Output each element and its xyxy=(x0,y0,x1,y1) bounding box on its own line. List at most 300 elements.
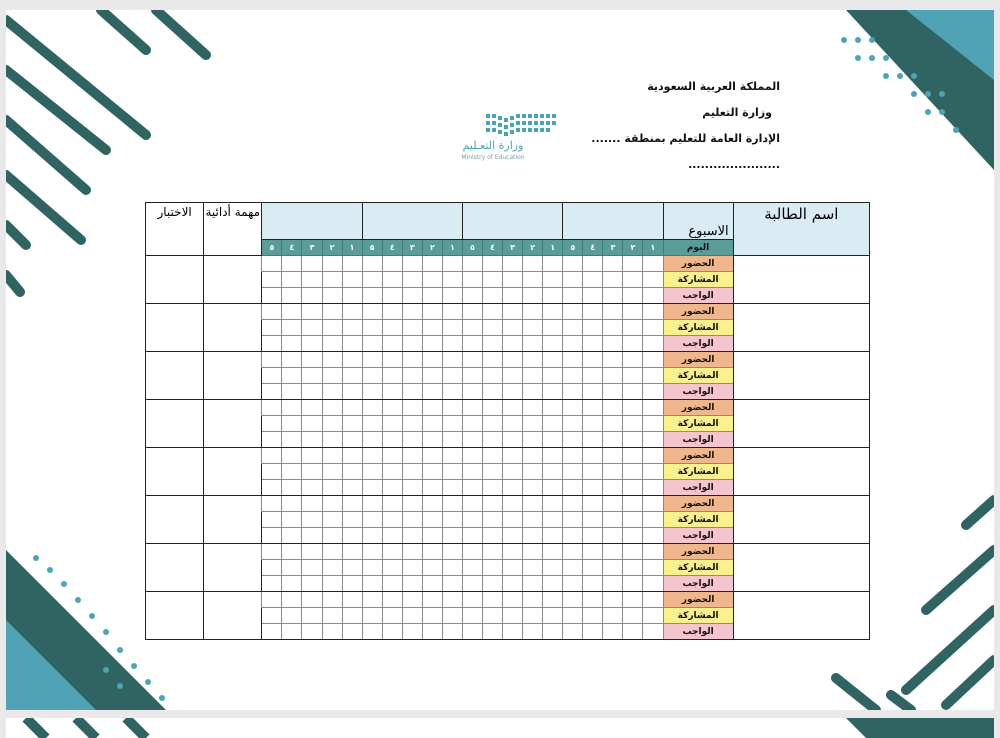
grid-cell[interactable] xyxy=(382,368,402,384)
grid-cell[interactable] xyxy=(583,432,603,448)
grid-cell[interactable] xyxy=(483,512,503,528)
grid-cell[interactable] xyxy=(282,480,302,496)
grid-cell[interactable] xyxy=(643,368,663,384)
grid-cell[interactable] xyxy=(543,576,563,592)
grid-cell[interactable] xyxy=(382,384,402,400)
grid-cell[interactable] xyxy=(362,512,382,528)
grid-cell[interactable] xyxy=(302,400,322,416)
grid-cell[interactable] xyxy=(362,544,382,560)
grid-cell[interactable] xyxy=(503,368,523,384)
grid-cell[interactable] xyxy=(643,560,663,576)
grid-cell[interactable] xyxy=(262,288,282,304)
grid-cell[interactable] xyxy=(583,352,603,368)
grid-cell[interactable] xyxy=(543,288,563,304)
grid-cell[interactable] xyxy=(563,576,583,592)
grid-cell[interactable] xyxy=(623,512,643,528)
grid-cell[interactable] xyxy=(442,624,462,640)
grid-cell[interactable] xyxy=(282,464,302,480)
grid-cell[interactable] xyxy=(302,304,322,320)
grid-cell[interactable] xyxy=(643,544,663,560)
grid-cell[interactable] xyxy=(382,512,402,528)
grid-cell[interactable] xyxy=(322,336,342,352)
grid-cell[interactable] xyxy=(262,320,282,336)
student-name-cell[interactable] xyxy=(733,448,869,496)
grid-cell[interactable] xyxy=(442,416,462,432)
grid-cell[interactable] xyxy=(462,624,482,640)
grid-cell[interactable] xyxy=(623,608,643,624)
grid-cell[interactable] xyxy=(563,304,583,320)
grid-cell[interactable] xyxy=(483,272,503,288)
grid-cell[interactable] xyxy=(603,608,623,624)
grid-cell[interactable] xyxy=(282,496,302,512)
grid-cell[interactable] xyxy=(422,544,442,560)
grid-cell[interactable] xyxy=(483,608,503,624)
grid-cell[interactable] xyxy=(342,304,362,320)
grid-cell[interactable] xyxy=(563,448,583,464)
grid-cell[interactable] xyxy=(282,304,302,320)
grid-cell[interactable] xyxy=(523,432,543,448)
grid-cell[interactable] xyxy=(503,560,523,576)
grid-cell[interactable] xyxy=(583,448,603,464)
grid-cell[interactable] xyxy=(583,320,603,336)
grid-cell[interactable] xyxy=(623,368,643,384)
grid-cell[interactable] xyxy=(462,464,482,480)
grid-cell[interactable] xyxy=(462,560,482,576)
grid-cell[interactable] xyxy=(462,304,482,320)
grid-cell[interactable] xyxy=(442,560,462,576)
grid-cell[interactable] xyxy=(402,384,422,400)
grid-cell[interactable] xyxy=(603,352,623,368)
grid-cell[interactable] xyxy=(623,576,643,592)
grid-cell[interactable] xyxy=(503,576,523,592)
grid-cell[interactable] xyxy=(643,608,663,624)
grid-cell[interactable] xyxy=(282,400,302,416)
performance-task-cell[interactable] xyxy=(204,256,262,304)
grid-cell[interactable] xyxy=(422,624,442,640)
grid-cell[interactable] xyxy=(462,256,482,272)
grid-cell[interactable] xyxy=(583,624,603,640)
grid-cell[interactable] xyxy=(543,528,563,544)
test-cell[interactable] xyxy=(146,400,204,448)
grid-cell[interactable] xyxy=(583,592,603,608)
grid-cell[interactable] xyxy=(603,368,623,384)
grid-cell[interactable] xyxy=(543,304,563,320)
grid-cell[interactable] xyxy=(623,288,643,304)
grid-cell[interactable] xyxy=(342,432,362,448)
grid-cell[interactable] xyxy=(322,304,342,320)
grid-cell[interactable] xyxy=(442,528,462,544)
grid-cell[interactable] xyxy=(382,480,402,496)
grid-cell[interactable] xyxy=(282,432,302,448)
grid-cell[interactable] xyxy=(442,304,462,320)
grid-cell[interactable] xyxy=(442,320,462,336)
grid-cell[interactable] xyxy=(643,304,663,320)
grid-cell[interactable] xyxy=(462,512,482,528)
grid-cell[interactable] xyxy=(262,368,282,384)
grid-cell[interactable] xyxy=(282,512,302,528)
grid-cell[interactable] xyxy=(483,400,503,416)
grid-cell[interactable] xyxy=(483,416,503,432)
grid-cell[interactable] xyxy=(422,304,442,320)
grid-cell[interactable] xyxy=(523,320,543,336)
grid-cell[interactable] xyxy=(402,576,422,592)
grid-cell[interactable] xyxy=(583,512,603,528)
grid-cell[interactable] xyxy=(262,528,282,544)
grid-cell[interactable] xyxy=(462,576,482,592)
grid-cell[interactable] xyxy=(302,384,322,400)
grid-cell[interactable] xyxy=(302,480,322,496)
grid-cell[interactable] xyxy=(402,352,422,368)
grid-cell[interactable] xyxy=(342,368,362,384)
grid-cell[interactable] xyxy=(623,416,643,432)
grid-cell[interactable] xyxy=(342,336,362,352)
grid-cell[interactable] xyxy=(282,256,302,272)
test-cell[interactable] xyxy=(146,256,204,304)
grid-cell[interactable] xyxy=(563,320,583,336)
grid-cell[interactable] xyxy=(583,608,603,624)
grid-cell[interactable] xyxy=(563,416,583,432)
grid-cell[interactable] xyxy=(302,352,322,368)
grid-cell[interactable] xyxy=(583,400,603,416)
grid-cell[interactable] xyxy=(503,320,523,336)
grid-cell[interactable] xyxy=(322,560,342,576)
grid-cell[interactable] xyxy=(302,512,322,528)
grid-cell[interactable] xyxy=(462,384,482,400)
grid-cell[interactable] xyxy=(523,384,543,400)
grid-cell[interactable] xyxy=(402,336,422,352)
grid-cell[interactable] xyxy=(442,544,462,560)
grid-cell[interactable] xyxy=(462,592,482,608)
grid-cell[interactable] xyxy=(322,624,342,640)
grid-cell[interactable] xyxy=(623,560,643,576)
grid-cell[interactable] xyxy=(302,368,322,384)
grid-cell[interactable] xyxy=(623,320,643,336)
grid-cell[interactable] xyxy=(523,576,543,592)
grid-cell[interactable] xyxy=(623,384,643,400)
grid-cell[interactable] xyxy=(623,304,643,320)
grid-cell[interactable] xyxy=(523,544,543,560)
grid-cell[interactable] xyxy=(603,400,623,416)
grid-cell[interactable] xyxy=(523,608,543,624)
grid-cell[interactable] xyxy=(342,528,362,544)
student-name-cell[interactable] xyxy=(733,544,869,592)
grid-cell[interactable] xyxy=(262,256,282,272)
grid-cell[interactable] xyxy=(262,592,282,608)
grid-cell[interactable] xyxy=(543,352,563,368)
grid-cell[interactable] xyxy=(342,288,362,304)
grid-cell[interactable] xyxy=(563,496,583,512)
grid-cell[interactable] xyxy=(362,448,382,464)
grid-cell[interactable] xyxy=(563,608,583,624)
grid-cell[interactable] xyxy=(302,288,322,304)
grid-cell[interactable] xyxy=(483,592,503,608)
grid-cell[interactable] xyxy=(382,544,402,560)
grid-cell[interactable] xyxy=(302,320,322,336)
grid-cell[interactable] xyxy=(623,528,643,544)
grid-cell[interactable] xyxy=(523,400,543,416)
grid-cell[interactable] xyxy=(623,432,643,448)
grid-cell[interactable] xyxy=(623,592,643,608)
grid-cell[interactable] xyxy=(342,384,362,400)
grid-cell[interactable] xyxy=(603,592,623,608)
grid-cell[interactable] xyxy=(402,272,422,288)
grid-cell[interactable] xyxy=(543,624,563,640)
grid-cell[interactable] xyxy=(523,448,543,464)
grid-cell[interactable] xyxy=(302,528,322,544)
grid-cell[interactable] xyxy=(503,336,523,352)
grid-cell[interactable] xyxy=(523,304,543,320)
grid-cell[interactable] xyxy=(543,544,563,560)
grid-cell[interactable] xyxy=(603,624,623,640)
grid-cell[interactable] xyxy=(483,576,503,592)
grid-cell[interactable] xyxy=(402,528,422,544)
grid-cell[interactable] xyxy=(503,288,523,304)
grid-cell[interactable] xyxy=(402,592,422,608)
grid-cell[interactable] xyxy=(342,608,362,624)
grid-cell[interactable] xyxy=(462,400,482,416)
grid-cell[interactable] xyxy=(462,432,482,448)
grid-cell[interactable] xyxy=(402,400,422,416)
student-name-cell[interactable] xyxy=(733,256,869,304)
performance-task-cell[interactable] xyxy=(204,496,262,544)
grid-cell[interactable] xyxy=(382,592,402,608)
grid-cell[interactable] xyxy=(563,288,583,304)
grid-cell[interactable] xyxy=(342,592,362,608)
performance-task-cell[interactable] xyxy=(204,352,262,400)
grid-cell[interactable] xyxy=(583,544,603,560)
grid-cell[interactable] xyxy=(643,400,663,416)
grid-cell[interactable] xyxy=(623,464,643,480)
grid-cell[interactable] xyxy=(643,576,663,592)
grid-cell[interactable] xyxy=(442,448,462,464)
grid-cell[interactable] xyxy=(362,304,382,320)
student-name-cell[interactable] xyxy=(733,592,869,640)
grid-cell[interactable] xyxy=(483,384,503,400)
grid-cell[interactable] xyxy=(563,512,583,528)
grid-cell[interactable] xyxy=(483,304,503,320)
grid-cell[interactable] xyxy=(462,352,482,368)
grid-cell[interactable] xyxy=(282,288,302,304)
grid-cell[interactable] xyxy=(262,336,282,352)
grid-cell[interactable] xyxy=(543,432,563,448)
grid-cell[interactable] xyxy=(523,592,543,608)
grid-cell[interactable] xyxy=(422,496,442,512)
grid-cell[interactable] xyxy=(623,448,643,464)
test-cell[interactable] xyxy=(146,448,204,496)
grid-cell[interactable] xyxy=(563,480,583,496)
grid-cell[interactable] xyxy=(402,624,422,640)
grid-cell[interactable] xyxy=(262,432,282,448)
grid-cell[interactable] xyxy=(402,288,422,304)
grid-cell[interactable] xyxy=(382,272,402,288)
grid-cell[interactable] xyxy=(262,560,282,576)
grid-cell[interactable] xyxy=(643,272,663,288)
grid-cell[interactable] xyxy=(302,336,322,352)
student-name-cell[interactable] xyxy=(733,400,869,448)
grid-cell[interactable] xyxy=(623,496,643,512)
grid-cell[interactable] xyxy=(563,384,583,400)
grid-cell[interactable] xyxy=(322,464,342,480)
grid-cell[interactable] xyxy=(302,496,322,512)
grid-cell[interactable] xyxy=(282,352,302,368)
grid-cell[interactable] xyxy=(643,448,663,464)
grid-cell[interactable] xyxy=(402,480,422,496)
grid-cell[interactable] xyxy=(262,304,282,320)
grid-cell[interactable] xyxy=(563,256,583,272)
grid-cell[interactable] xyxy=(362,368,382,384)
grid-cell[interactable] xyxy=(362,624,382,640)
grid-cell[interactable] xyxy=(362,336,382,352)
grid-cell[interactable] xyxy=(442,496,462,512)
grid-cell[interactable] xyxy=(282,592,302,608)
grid-cell[interactable] xyxy=(302,448,322,464)
grid-cell[interactable] xyxy=(422,448,442,464)
grid-cell[interactable] xyxy=(503,352,523,368)
grid-cell[interactable] xyxy=(462,336,482,352)
grid-cell[interactable] xyxy=(483,480,503,496)
grid-cell[interactable] xyxy=(483,288,503,304)
grid-cell[interactable] xyxy=(382,352,402,368)
grid-cell[interactable] xyxy=(422,480,442,496)
grid-cell[interactable] xyxy=(503,256,523,272)
grid-cell[interactable] xyxy=(442,336,462,352)
grid-cell[interactable] xyxy=(382,448,402,464)
grid-cell[interactable] xyxy=(362,320,382,336)
grid-cell[interactable] xyxy=(643,336,663,352)
grid-cell[interactable] xyxy=(262,448,282,464)
student-name-cell[interactable] xyxy=(733,496,869,544)
grid-cell[interactable] xyxy=(523,496,543,512)
grid-cell[interactable] xyxy=(503,608,523,624)
grid-cell[interactable] xyxy=(422,256,442,272)
grid-cell[interactable] xyxy=(422,384,442,400)
grid-cell[interactable] xyxy=(422,336,442,352)
grid-cell[interactable] xyxy=(322,528,342,544)
grid-cell[interactable] xyxy=(643,496,663,512)
grid-cell[interactable] xyxy=(462,320,482,336)
performance-task-cell[interactable] xyxy=(204,448,262,496)
grid-cell[interactable] xyxy=(322,320,342,336)
grid-cell[interactable] xyxy=(563,624,583,640)
grid-cell[interactable] xyxy=(442,512,462,528)
grid-cell[interactable] xyxy=(262,272,282,288)
grid-cell[interactable] xyxy=(442,592,462,608)
grid-cell[interactable] xyxy=(563,560,583,576)
grid-cell[interactable] xyxy=(402,304,422,320)
grid-cell[interactable] xyxy=(643,464,663,480)
grid-cell[interactable] xyxy=(503,384,523,400)
grid-cell[interactable] xyxy=(262,512,282,528)
grid-cell[interactable] xyxy=(382,464,402,480)
grid-cell[interactable] xyxy=(503,272,523,288)
grid-cell[interactable] xyxy=(342,352,362,368)
grid-cell[interactable] xyxy=(623,352,643,368)
grid-cell[interactable] xyxy=(402,368,422,384)
grid-cell[interactable] xyxy=(603,496,623,512)
grid-cell[interactable] xyxy=(342,544,362,560)
grid-cell[interactable] xyxy=(382,624,402,640)
grid-cell[interactable] xyxy=(523,288,543,304)
grid-cell[interactable] xyxy=(523,256,543,272)
grid-cell[interactable] xyxy=(382,496,402,512)
grid-cell[interactable] xyxy=(382,400,402,416)
grid-cell[interactable] xyxy=(382,336,402,352)
grid-cell[interactable] xyxy=(322,288,342,304)
grid-cell[interactable] xyxy=(382,304,402,320)
grid-cell[interactable] xyxy=(603,464,623,480)
grid-cell[interactable] xyxy=(523,368,543,384)
grid-cell[interactable] xyxy=(322,608,342,624)
grid-cell[interactable] xyxy=(583,416,603,432)
grid-cell[interactable] xyxy=(262,352,282,368)
grid-cell[interactable] xyxy=(342,512,362,528)
grid-cell[interactable] xyxy=(503,416,523,432)
test-cell[interactable] xyxy=(146,544,204,592)
grid-cell[interactable] xyxy=(282,624,302,640)
grid-cell[interactable] xyxy=(342,496,362,512)
grid-cell[interactable] xyxy=(442,352,462,368)
grid-cell[interactable] xyxy=(282,384,302,400)
grid-cell[interactable] xyxy=(543,256,563,272)
grid-cell[interactable] xyxy=(643,592,663,608)
grid-cell[interactable] xyxy=(262,576,282,592)
grid-cell[interactable] xyxy=(342,576,362,592)
grid-cell[interactable] xyxy=(422,352,442,368)
grid-cell[interactable] xyxy=(523,272,543,288)
grid-cell[interactable] xyxy=(462,416,482,432)
grid-cell[interactable] xyxy=(503,304,523,320)
student-name-cell[interactable] xyxy=(733,304,869,352)
grid-cell[interactable] xyxy=(362,256,382,272)
grid-cell[interactable] xyxy=(402,432,422,448)
grid-cell[interactable] xyxy=(603,528,623,544)
grid-cell[interactable] xyxy=(563,368,583,384)
grid-cell[interactable] xyxy=(643,384,663,400)
grid-cell[interactable] xyxy=(603,512,623,528)
grid-cell[interactable] xyxy=(422,432,442,448)
grid-cell[interactable] xyxy=(262,464,282,480)
grid-cell[interactable] xyxy=(322,400,342,416)
grid-cell[interactable] xyxy=(603,320,623,336)
grid-cell[interactable] xyxy=(623,336,643,352)
grid-cell[interactable] xyxy=(503,528,523,544)
grid-cell[interactable] xyxy=(523,352,543,368)
grid-cell[interactable] xyxy=(402,560,422,576)
grid-cell[interactable] xyxy=(583,336,603,352)
grid-cell[interactable] xyxy=(362,608,382,624)
grid-cell[interactable] xyxy=(483,336,503,352)
grid-cell[interactable] xyxy=(282,576,302,592)
grid-cell[interactable] xyxy=(483,448,503,464)
grid-cell[interactable] xyxy=(643,432,663,448)
grid-cell[interactable] xyxy=(603,288,623,304)
grid-cell[interactable] xyxy=(362,496,382,512)
grid-cell[interactable] xyxy=(382,528,402,544)
grid-cell[interactable] xyxy=(523,336,543,352)
grid-cell[interactable] xyxy=(282,560,302,576)
grid-cell[interactable] xyxy=(643,288,663,304)
grid-cell[interactable] xyxy=(442,368,462,384)
grid-cell[interactable] xyxy=(583,288,603,304)
grid-cell[interactable] xyxy=(623,480,643,496)
grid-cell[interactable] xyxy=(382,576,402,592)
grid-cell[interactable] xyxy=(442,608,462,624)
grid-cell[interactable] xyxy=(382,256,402,272)
grid-cell[interactable] xyxy=(402,256,422,272)
grid-cell[interactable] xyxy=(442,464,462,480)
grid-cell[interactable] xyxy=(543,560,563,576)
grid-cell[interactable] xyxy=(483,528,503,544)
